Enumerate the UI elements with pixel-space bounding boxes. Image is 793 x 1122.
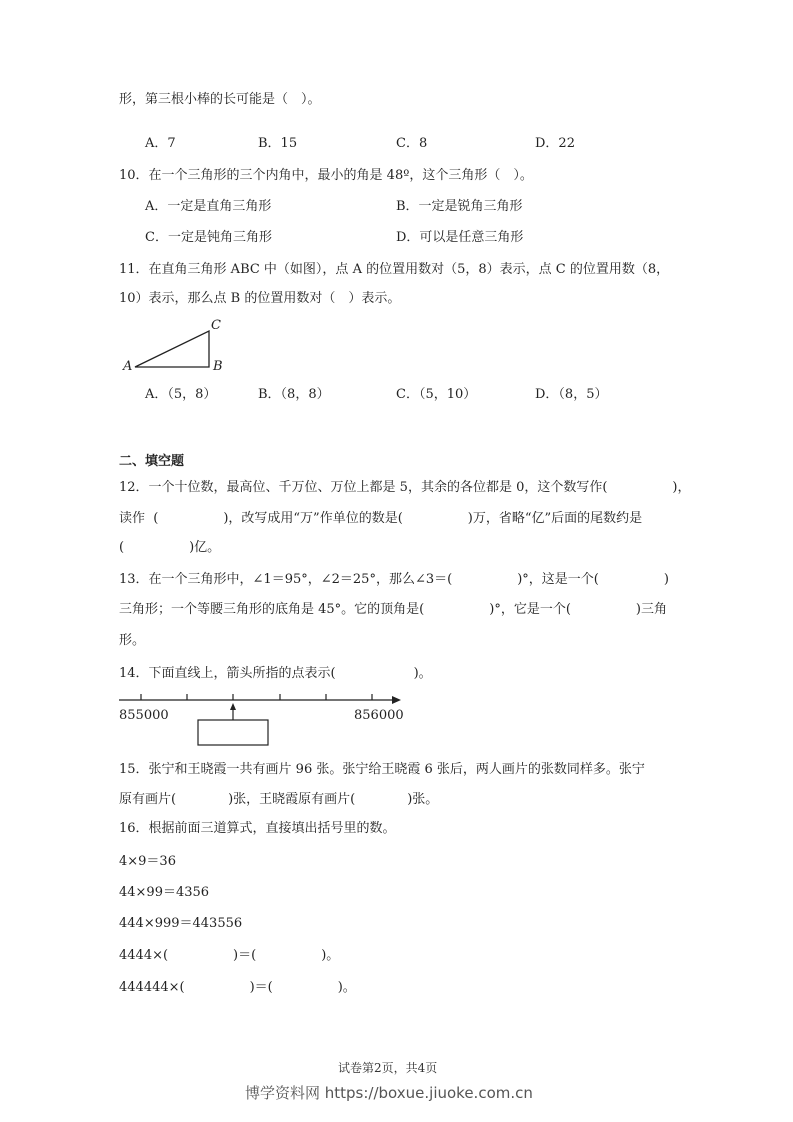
q11-option-c: C．（5，10）: [396, 387, 477, 402]
q12-line-3: ( )亿。: [119, 540, 221, 555]
q10-option-d: D．可以是任意三角形: [396, 230, 524, 245]
q10-option-a: A．一定是直角三角形: [145, 199, 272, 214]
q12-line-2: 读作 ( )，改写成用“万”作单位的数是( )万，省略“亿”后面的尾数约是: [119, 511, 643, 526]
q16-equation-1: 4×9＝36: [119, 854, 176, 869]
number-line-ticks: [141, 694, 372, 700]
q11-option-a: A．（5，8）: [145, 387, 217, 402]
q16-equation-3: 444×999＝443556: [119, 916, 243, 931]
q12-line-1: 12．一个十位数，最高位、千万位、万位上都是 5，其余的各位都是 0，这个数写作( )，: [119, 480, 691, 495]
triangle-label-c: C: [211, 318, 221, 333]
q16-equation-2: 44×99＝4356: [119, 885, 210, 900]
q11-stem-1: 11．在直角三角形 ABC 中（如图），点 A 的位置用数对（5，8）表示，点 C 的位置用数（8，: [119, 262, 670, 277]
section-heading: 二、填空题: [119, 454, 185, 469]
q9-option-b: B．15: [258, 136, 298, 151]
number-line-start: 855000: [119, 708, 169, 723]
q11-stem-2: 10）表示，那么点 B 的位置用数对（ ）表示。: [119, 291, 401, 306]
watermark: 博学资料网 https://boxue.jiuoke.com.cn: [245, 1084, 533, 1102]
q16-equation-4: 4444×( )＝( )。: [119, 948, 340, 963]
q10-option-c: C．一定是钝角三角形: [145, 230, 272, 245]
q9-option-d: D．22: [535, 136, 575, 151]
q13-line-1: 13．在一个三角形中，∠1＝95°，∠2＝25°，那么∠3＝( )°，这是一个( ): [119, 572, 669, 587]
triangle-label-a: A: [123, 359, 133, 374]
page-number: 试卷第2页，共4页: [338, 1061, 438, 1075]
pointer-arrowhead: [230, 703, 236, 710]
q11-option-b: B．（8，8）: [258, 387, 330, 402]
number-line-arrowhead: [392, 696, 401, 704]
q16-stem: 16．根据前面三道算式，直接填出括号里的数。: [119, 821, 396, 836]
q13-line-3: 形。: [119, 633, 146, 648]
triangle-label-b: B: [213, 359, 223, 374]
q9-option-c: C．8: [396, 136, 428, 151]
answer-box: [198, 720, 268, 745]
q9-option-a: A．7: [145, 136, 176, 151]
q10-stem: 10．在一个三角形的三个内角中，最小的角是 48º，这个三角形（ ）。: [119, 168, 533, 183]
number-line-end: 856000: [354, 708, 404, 723]
right-triangle: [135, 331, 209, 367]
q9-continuation: 形，第三根小棒的长可能是（ ）。: [119, 92, 321, 107]
q13-line-2: 三角形；一个等腰三角形的底角是 45°。它的顶角是( )°，它是一个( )三角: [119, 602, 667, 617]
q15-line-1: 15．张宁和王晓霞一共有画片 96 张。张宁给王晓霞 6 张后，两人画片的张数同样多。张宁: [119, 762, 645, 777]
q10-option-b: B．一定是锐角三角形: [396, 199, 523, 214]
q16-equation-5: 444444×( )＝( )。: [119, 980, 356, 995]
q15-line-2: 原有画片( )张，王晓霞原有画片( )张。: [119, 792, 439, 807]
q14-stem: 14．下面直线上，箭头所指的点表示( )。: [119, 666, 432, 681]
q11-option-d: D．（8，5）: [535, 387, 608, 402]
